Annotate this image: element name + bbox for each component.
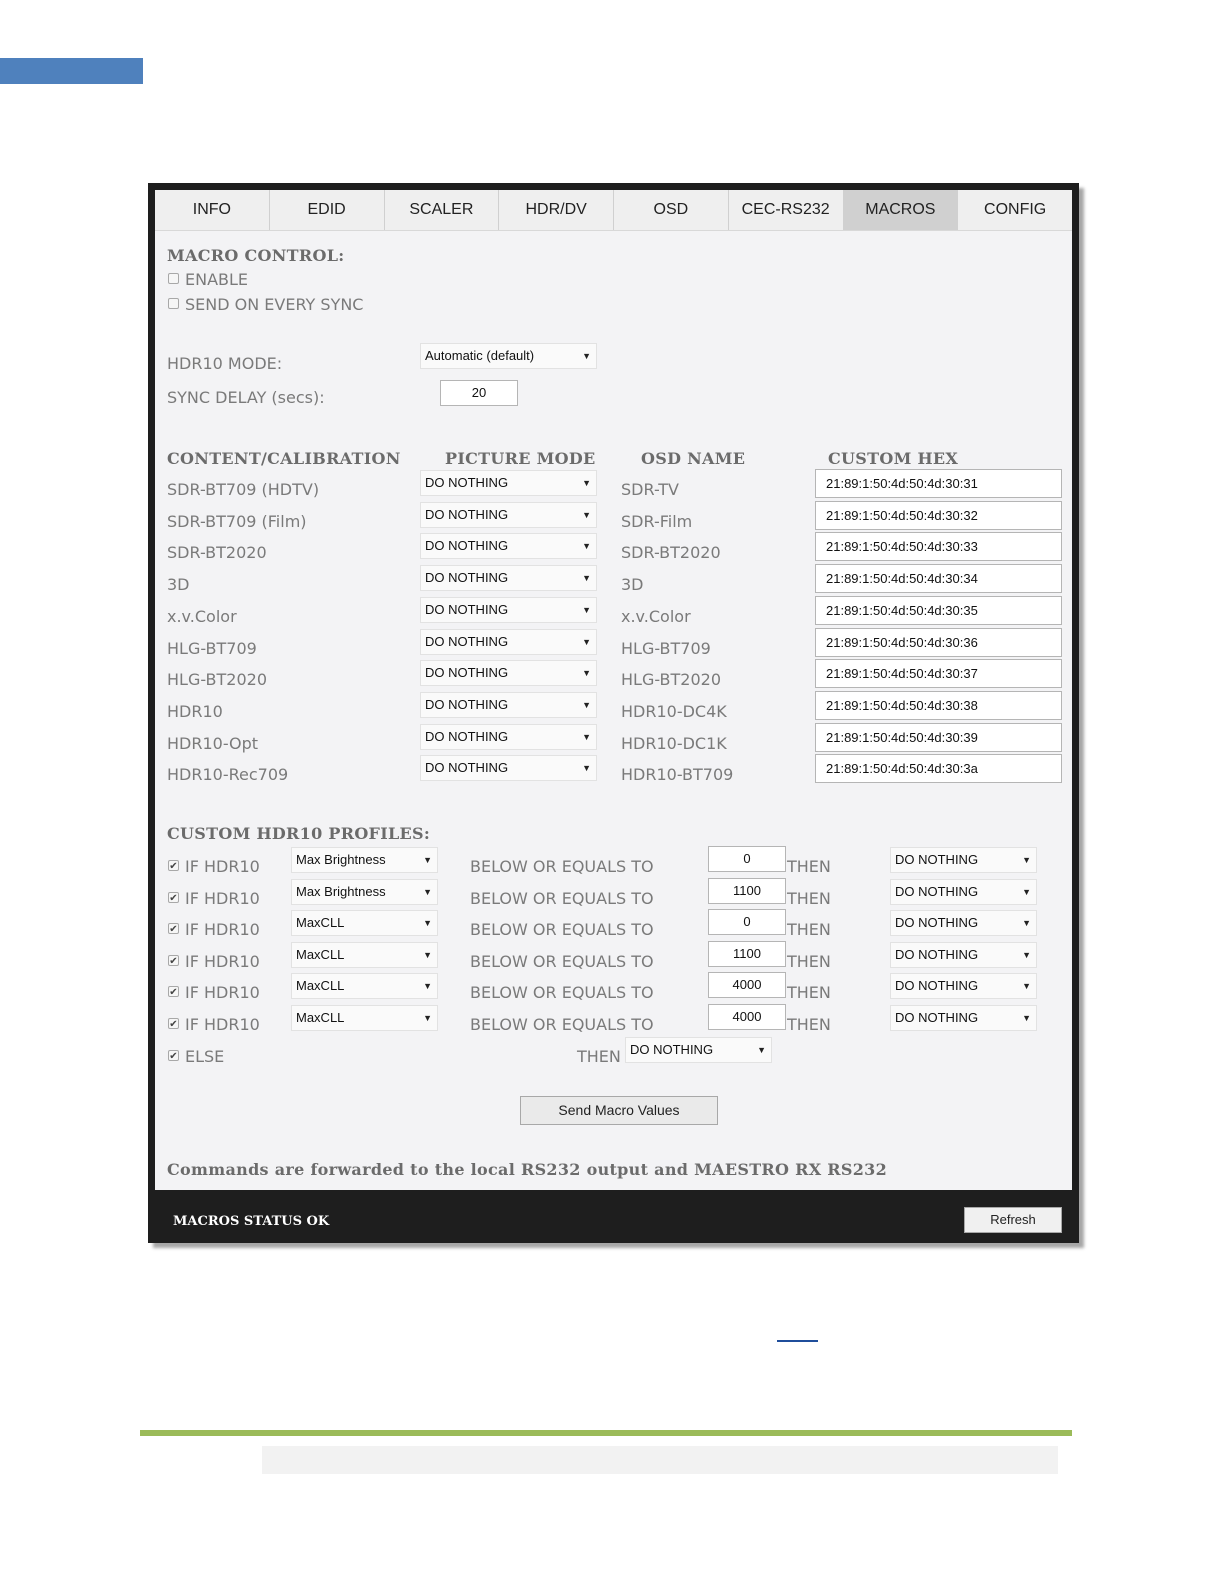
then-label: THEN [787, 952, 831, 971]
profile-metric-select[interactable] [291, 879, 438, 905]
dropdown-arrow-icon: ▼ [582, 637, 591, 647]
dropdown-arrow-icon: ▼ [423, 1013, 432, 1023]
if-hdr10-label: IF HDR10 [185, 889, 260, 908]
content-name: HDR10-Rec709 [167, 765, 289, 784]
picture-mode-select[interactable] [420, 533, 597, 559]
then-label: THEN [787, 983, 831, 1002]
send-on-every-sync-label: SEND ON EVERY SYNC [185, 295, 364, 314]
profile-checkbox[interactable]: ✔ [169, 987, 178, 998]
picture-mode-select[interactable] [420, 629, 597, 655]
profile-threshold-input[interactable]: 1100 [708, 941, 786, 967]
send-on-every-sync-checkbox[interactable] [168, 298, 179, 309]
enable-label: ENABLE [185, 270, 249, 289]
dropdown-arrow-icon: ▼ [423, 887, 432, 897]
picture-mode-select[interactable] [420, 597, 597, 623]
dropdown-arrow-icon: ▼ [423, 981, 432, 991]
dropdown-arrow-icon: ▼ [423, 855, 432, 865]
custom-hex-input[interactable]: 21:89:1:50:4d:50:4d:30:31 [815, 469, 1062, 498]
dropdown-arrow-icon: ▼ [423, 918, 432, 928]
custom-hex-input[interactable]: 21:89:1:50:4d:50:4d:30:32 [815, 501, 1062, 530]
dropdown-arrow-icon: ▼ [582, 605, 591, 615]
custom-hex-input[interactable]: 21:89:1:50:4d:50:4d:30:3a [815, 754, 1062, 783]
dropdown-arrow-icon: ▼ [1022, 887, 1031, 897]
content-name: SDR-BT2020 [167, 543, 267, 562]
custom-hex-input[interactable]: 21:89:1:50:4d:50:4d:30:38 [815, 691, 1062, 720]
below-or-equals-label: BELOW OR EQUALS TO [470, 952, 654, 971]
picture-mode-value: DO NOTHING [425, 760, 509, 775]
profile-action-value: DO NOTHING [895, 1010, 979, 1025]
profile-metric-value: Max Brightness [296, 884, 386, 899]
dropdown-arrow-icon: ▼ [582, 763, 591, 773]
then-label: THEN [787, 857, 831, 876]
picture-mode-value: DO NOTHING [425, 697, 509, 712]
profile-action-select[interactable] [890, 942, 1037, 968]
dropdown-arrow-icon: ▼ [1022, 1013, 1031, 1023]
dropdown-arrow-icon: ▼ [582, 700, 591, 710]
profile-threshold-input[interactable]: 4000 [708, 1004, 786, 1030]
dropdown-arrow-icon: ▼ [582, 510, 591, 520]
picture-mode-value: DO NOTHING [425, 665, 509, 680]
picture-mode-value: DO NOTHING [425, 538, 509, 553]
profile-metric-value: MaxCLL [296, 915, 345, 930]
profile-action-select[interactable] [890, 910, 1037, 936]
osd-name: HDR10-BT709 [621, 765, 734, 784]
profile-metric-value: MaxCLL [296, 978, 345, 993]
profile-metric-value: Max Brightness [296, 852, 386, 867]
picture-mode-select[interactable] [420, 502, 597, 528]
profile-checkbox[interactable]: ✔ [169, 893, 178, 904]
profile-action-select[interactable] [890, 847, 1037, 873]
hdr10-mode-value: Automatic (default) [425, 348, 535, 363]
link-underline[interactable] [777, 1340, 818, 1342]
profile-threshold-input[interactable]: 0 [708, 846, 786, 872]
dropdown-arrow-icon: ▼ [582, 573, 591, 583]
content-name: 3D [167, 575, 190, 594]
dropdown-arrow-icon: ▼ [582, 668, 591, 678]
header-custom-hex: CUSTOM HEX [828, 449, 959, 468]
dropdown-arrow-icon: ▼ [1022, 950, 1031, 960]
picture-mode-value: DO NOTHING [425, 729, 509, 744]
content-name: x.v.Color [167, 607, 237, 626]
custom-hex-input[interactable]: 21:89:1:50:4d:50:4d:30:34 [815, 564, 1062, 593]
custom-hex-input[interactable]: 21:89:1:50:4d:50:4d:30:33 [815, 532, 1062, 561]
footer-divider [140, 1430, 1072, 1436]
below-or-equals-label: BELOW OR EQUALS TO [470, 889, 654, 908]
content-name: HLG-BT2020 [167, 670, 268, 689]
profile-metric-select[interactable] [291, 847, 438, 873]
refresh-button[interactable]: Refresh [964, 1207, 1062, 1233]
picture-mode-select[interactable] [420, 470, 597, 496]
below-or-equals-label: BELOW OR EQUALS TO [470, 1015, 654, 1034]
osd-name: HDR10-DC4K [621, 702, 727, 721]
picture-mode-value: DO NOTHING [425, 634, 509, 649]
content-name: SDR-BT709 (HDTV) [167, 480, 320, 499]
tab-config[interactable]: CONFIG [984, 201, 1047, 218]
header-picture-mode: PICTURE MODE [445, 449, 596, 468]
osd-name: HLG-BT709 [621, 639, 711, 658]
profile-threshold-input[interactable]: 4000 [708, 972, 786, 998]
dropdown-arrow-icon: ▼ [1022, 918, 1031, 928]
else-action-value: DO NOTHING [630, 1042, 714, 1057]
tab-info[interactable]: INFO [155, 190, 270, 230]
picture-mode-select[interactable] [420, 660, 597, 686]
header-accent-bar [0, 58, 143, 84]
dropdown-arrow-icon: ▼ [423, 950, 432, 960]
if-hdr10-label: IF HDR10 [185, 920, 260, 939]
profile-action-value: DO NOTHING [895, 978, 979, 993]
header-content-calibration: CONTENT/CALIBRATION [167, 449, 401, 468]
below-or-equals-label: BELOW OR EQUALS TO [470, 920, 654, 939]
dropdown-arrow-icon: ▼ [1022, 855, 1031, 865]
profile-checkbox[interactable]: ✔ [169, 924, 178, 935]
tab-scaler[interactable]: SCALER [385, 190, 500, 230]
below-or-equals-label: BELOW OR EQUALS TO [470, 857, 654, 876]
picture-mode-value: DO NOTHING [425, 475, 509, 490]
macros-panel [155, 190, 1072, 1190]
then-label: THEN [787, 889, 831, 908]
profile-metric-select[interactable] [291, 1005, 438, 1031]
dropdown-arrow-icon: ▼ [582, 351, 591, 361]
tab-hdr-dv[interactable]: HDR/DV [499, 190, 614, 230]
picture-mode-select[interactable] [420, 565, 597, 591]
profile-threshold-input[interactable]: 0 [708, 909, 786, 935]
content-name: SDR-BT709 (Film) [167, 512, 307, 531]
osd-name: x.v.Color [621, 607, 691, 626]
osd-name: SDR-TV [621, 480, 679, 499]
profile-action-value: DO NOTHING [895, 947, 979, 962]
profile-action-select[interactable] [890, 1005, 1037, 1031]
profile-action-select[interactable] [890, 879, 1037, 905]
osd-name: SDR-Film [621, 512, 693, 531]
if-hdr10-label: IF HDR10 [185, 1015, 260, 1034]
profile-metric-value: MaxCLL [296, 1010, 345, 1025]
footer-bar [262, 1446, 1058, 1474]
picture-mode-select[interactable] [420, 692, 597, 718]
profile-action-value: DO NOTHING [895, 852, 979, 867]
profile-checkbox[interactable]: ✔ [169, 861, 178, 872]
picture-mode-value: DO NOTHING [425, 570, 509, 585]
profile-metric-value: MaxCLL [296, 947, 345, 962]
picture-mode-select[interactable] [420, 724, 597, 750]
custom-hex-input[interactable]: 21:89:1:50:4d:50:4d:30:39 [815, 723, 1062, 752]
dropdown-arrow-icon: ▼ [582, 478, 591, 488]
custom-hex-input[interactable]: 21:89:1:50:4d:50:4d:30:36 [815, 628, 1062, 657]
else-action-select[interactable] [625, 1037, 772, 1063]
send-macro-values-button[interactable]: Send Macro Values [520, 1096, 718, 1125]
picture-mode-value: DO NOTHING [425, 602, 509, 617]
profile-action-value: DO NOTHING [895, 915, 979, 930]
osd-name: HDR10-DC1K [621, 734, 727, 753]
dropdown-arrow-icon: ▼ [1022, 981, 1031, 991]
profile-metric-select[interactable] [291, 973, 438, 999]
tab-osd[interactable]: OSD [614, 190, 729, 230]
hdr10-mode-select[interactable] [420, 343, 597, 369]
sync-delay-input[interactable]: 20 [440, 380, 518, 406]
hdr10-mode-label: HDR10 MODE: [167, 354, 283, 373]
below-or-equals-label: BELOW OR EQUALS TO [470, 983, 654, 1002]
dropdown-arrow-icon: ▼ [757, 1045, 766, 1055]
custom-hex-input[interactable]: 21:89:1:50:4d:50:4d:30:35 [815, 596, 1062, 625]
profile-threshold-input[interactable]: 1100 [708, 878, 786, 904]
profile-action-value: DO NOTHING [895, 884, 979, 899]
tab-bar [155, 190, 1072, 231]
picture-mode-value: DO NOTHING [425, 507, 509, 522]
else-checkbox[interactable]: ✔ [169, 1051, 178, 1062]
picture-mode-select[interactable] [420, 755, 597, 781]
sync-delay-label: SYNC DELAY (secs): [167, 388, 325, 407]
custom-profiles-title: CUSTOM HDR10 PROFILES: [167, 824, 431, 843]
if-hdr10-label: IF HDR10 [185, 952, 260, 971]
dropdown-arrow-icon: ▼ [582, 541, 591, 551]
osd-name: SDR-BT2020 [621, 543, 721, 562]
tab-macros[interactable]: MACROS [844, 190, 959, 230]
else-then-label: THEN [577, 1047, 621, 1066]
header-osd-name: OSD NAME [641, 449, 746, 468]
tab-edid[interactable]: EDID [270, 190, 385, 230]
macros-window [148, 183, 1079, 1243]
profile-action-select[interactable] [890, 973, 1037, 999]
profile-metric-select[interactable] [291, 910, 438, 936]
enable-checkbox[interactable] [168, 273, 179, 284]
profile-metric-select[interactable] [291, 942, 438, 968]
content-name: HDR10-Opt [167, 734, 259, 753]
osd-name: 3D [621, 575, 644, 594]
then-label: THEN [787, 1015, 831, 1034]
then-label: THEN [787, 920, 831, 939]
status-text: MACROS STATUS OK [173, 1214, 330, 1229]
if-hdr10-label: IF HDR10 [185, 857, 260, 876]
content-name: HLG-BT709 [167, 639, 257, 658]
profile-checkbox[interactable]: ✔ [169, 956, 178, 967]
tab-cec-rs232[interactable]: CEC-RS232 [729, 190, 844, 230]
else-label: ELSE [185, 1047, 225, 1066]
macro-control-title: MACRO CONTROL: [167, 246, 345, 265]
dropdown-arrow-icon: ▼ [582, 732, 591, 742]
profile-checkbox[interactable]: ✔ [169, 1019, 178, 1030]
content-name: HDR10 [167, 702, 223, 721]
if-hdr10-label: IF HDR10 [185, 983, 260, 1002]
status-bar [148, 1199, 1079, 1243]
osd-name: HLG-BT2020 [621, 670, 722, 689]
forwarding-note: Commands are forwarded to the local RS232 output and MAESTRO RX RS232 [167, 1160, 888, 1179]
custom-hex-input[interactable]: 21:89:1:50:4d:50:4d:30:37 [815, 659, 1062, 688]
